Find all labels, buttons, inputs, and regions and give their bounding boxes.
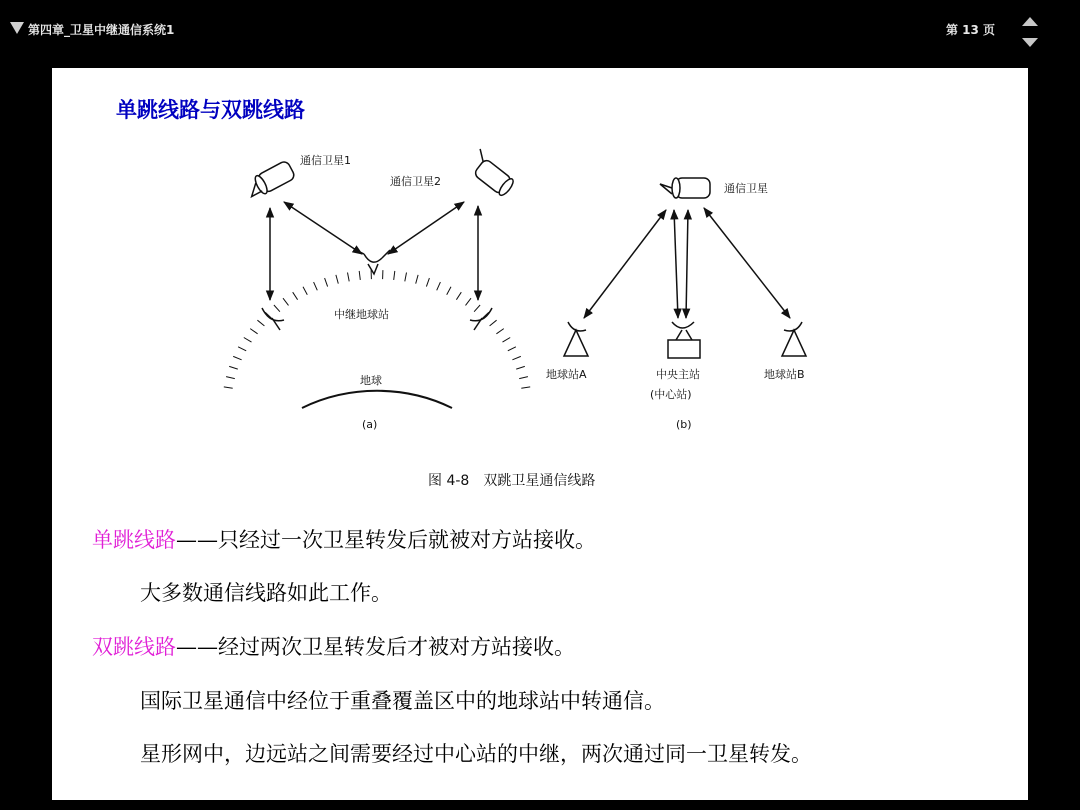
double-hop-note-2: 星形网中，边远站之间需要经过中心站的中继，两次通过同一卫星转发。 — [140, 742, 812, 766]
slide — [52, 68, 1028, 800]
single-hop-note: 大多数通信线路如此工作。 — [140, 581, 392, 605]
label-relay-station: 中继地球站 — [334, 308, 389, 321]
double-hop-term: 双跳线路 — [92, 635, 176, 659]
ground-station-a-icon — [564, 322, 588, 356]
right-ground-dish-icon — [470, 308, 492, 330]
label-station-a: 地球站A — [546, 368, 587, 381]
satellite-link-diagram — [52, 68, 1028, 468]
central-station-icon — [668, 322, 700, 358]
menu-triangle-icon[interactable] — [10, 22, 24, 34]
label-station-b: 地球站B — [764, 368, 805, 381]
double-hop-definition — [92, 631, 575, 661]
ground-station-b-icon — [782, 322, 806, 356]
previous-page-icon[interactable] — [1022, 17, 1038, 26]
label-satellite-1: 通信卫星1 — [300, 154, 351, 167]
single-hop-desc: ——只经过一次卫星转发后就被对方站接收。 — [176, 528, 596, 552]
page-indicator: 第 13 页 — [946, 23, 996, 37]
center-satellite-icon — [660, 178, 710, 198]
label-central-station-sub: (中心站) — [650, 388, 692, 401]
single-hop-definition — [92, 524, 596, 554]
satellite-2-icon — [465, 149, 518, 197]
label-center-satellite: 通信卫星 — [724, 182, 768, 195]
label-central-station: 中央主站 — [656, 368, 700, 381]
double-hop-note-1: 国际卫星通信中经位于重叠覆盖区中的地球站中转通信。 — [140, 689, 665, 713]
single-hop-term: 单跳线路 — [92, 528, 176, 552]
left-ground-dish-icon — [262, 308, 284, 330]
slide-title: 单跳线路与双跳线路 — [116, 97, 305, 122]
label-figure-a: (a) — [362, 418, 378, 431]
document-title: 第四章_卫星中继通信系统1 — [28, 23, 175, 37]
double-hop-desc: ——经过两次卫星转发后才被对方站接收。 — [176, 635, 575, 659]
label-earth: 地球 — [360, 374, 382, 387]
toolbar — [0, 0, 1080, 60]
label-figure-b: (b) — [676, 418, 692, 431]
next-page-icon[interactable] — [1022, 38, 1038, 47]
label-satellite-2: 通信卫星2 — [390, 175, 441, 188]
satellite-1-icon — [244, 160, 296, 200]
figure-caption: 图 4-8 双跳卫星通信线路 — [428, 473, 596, 489]
